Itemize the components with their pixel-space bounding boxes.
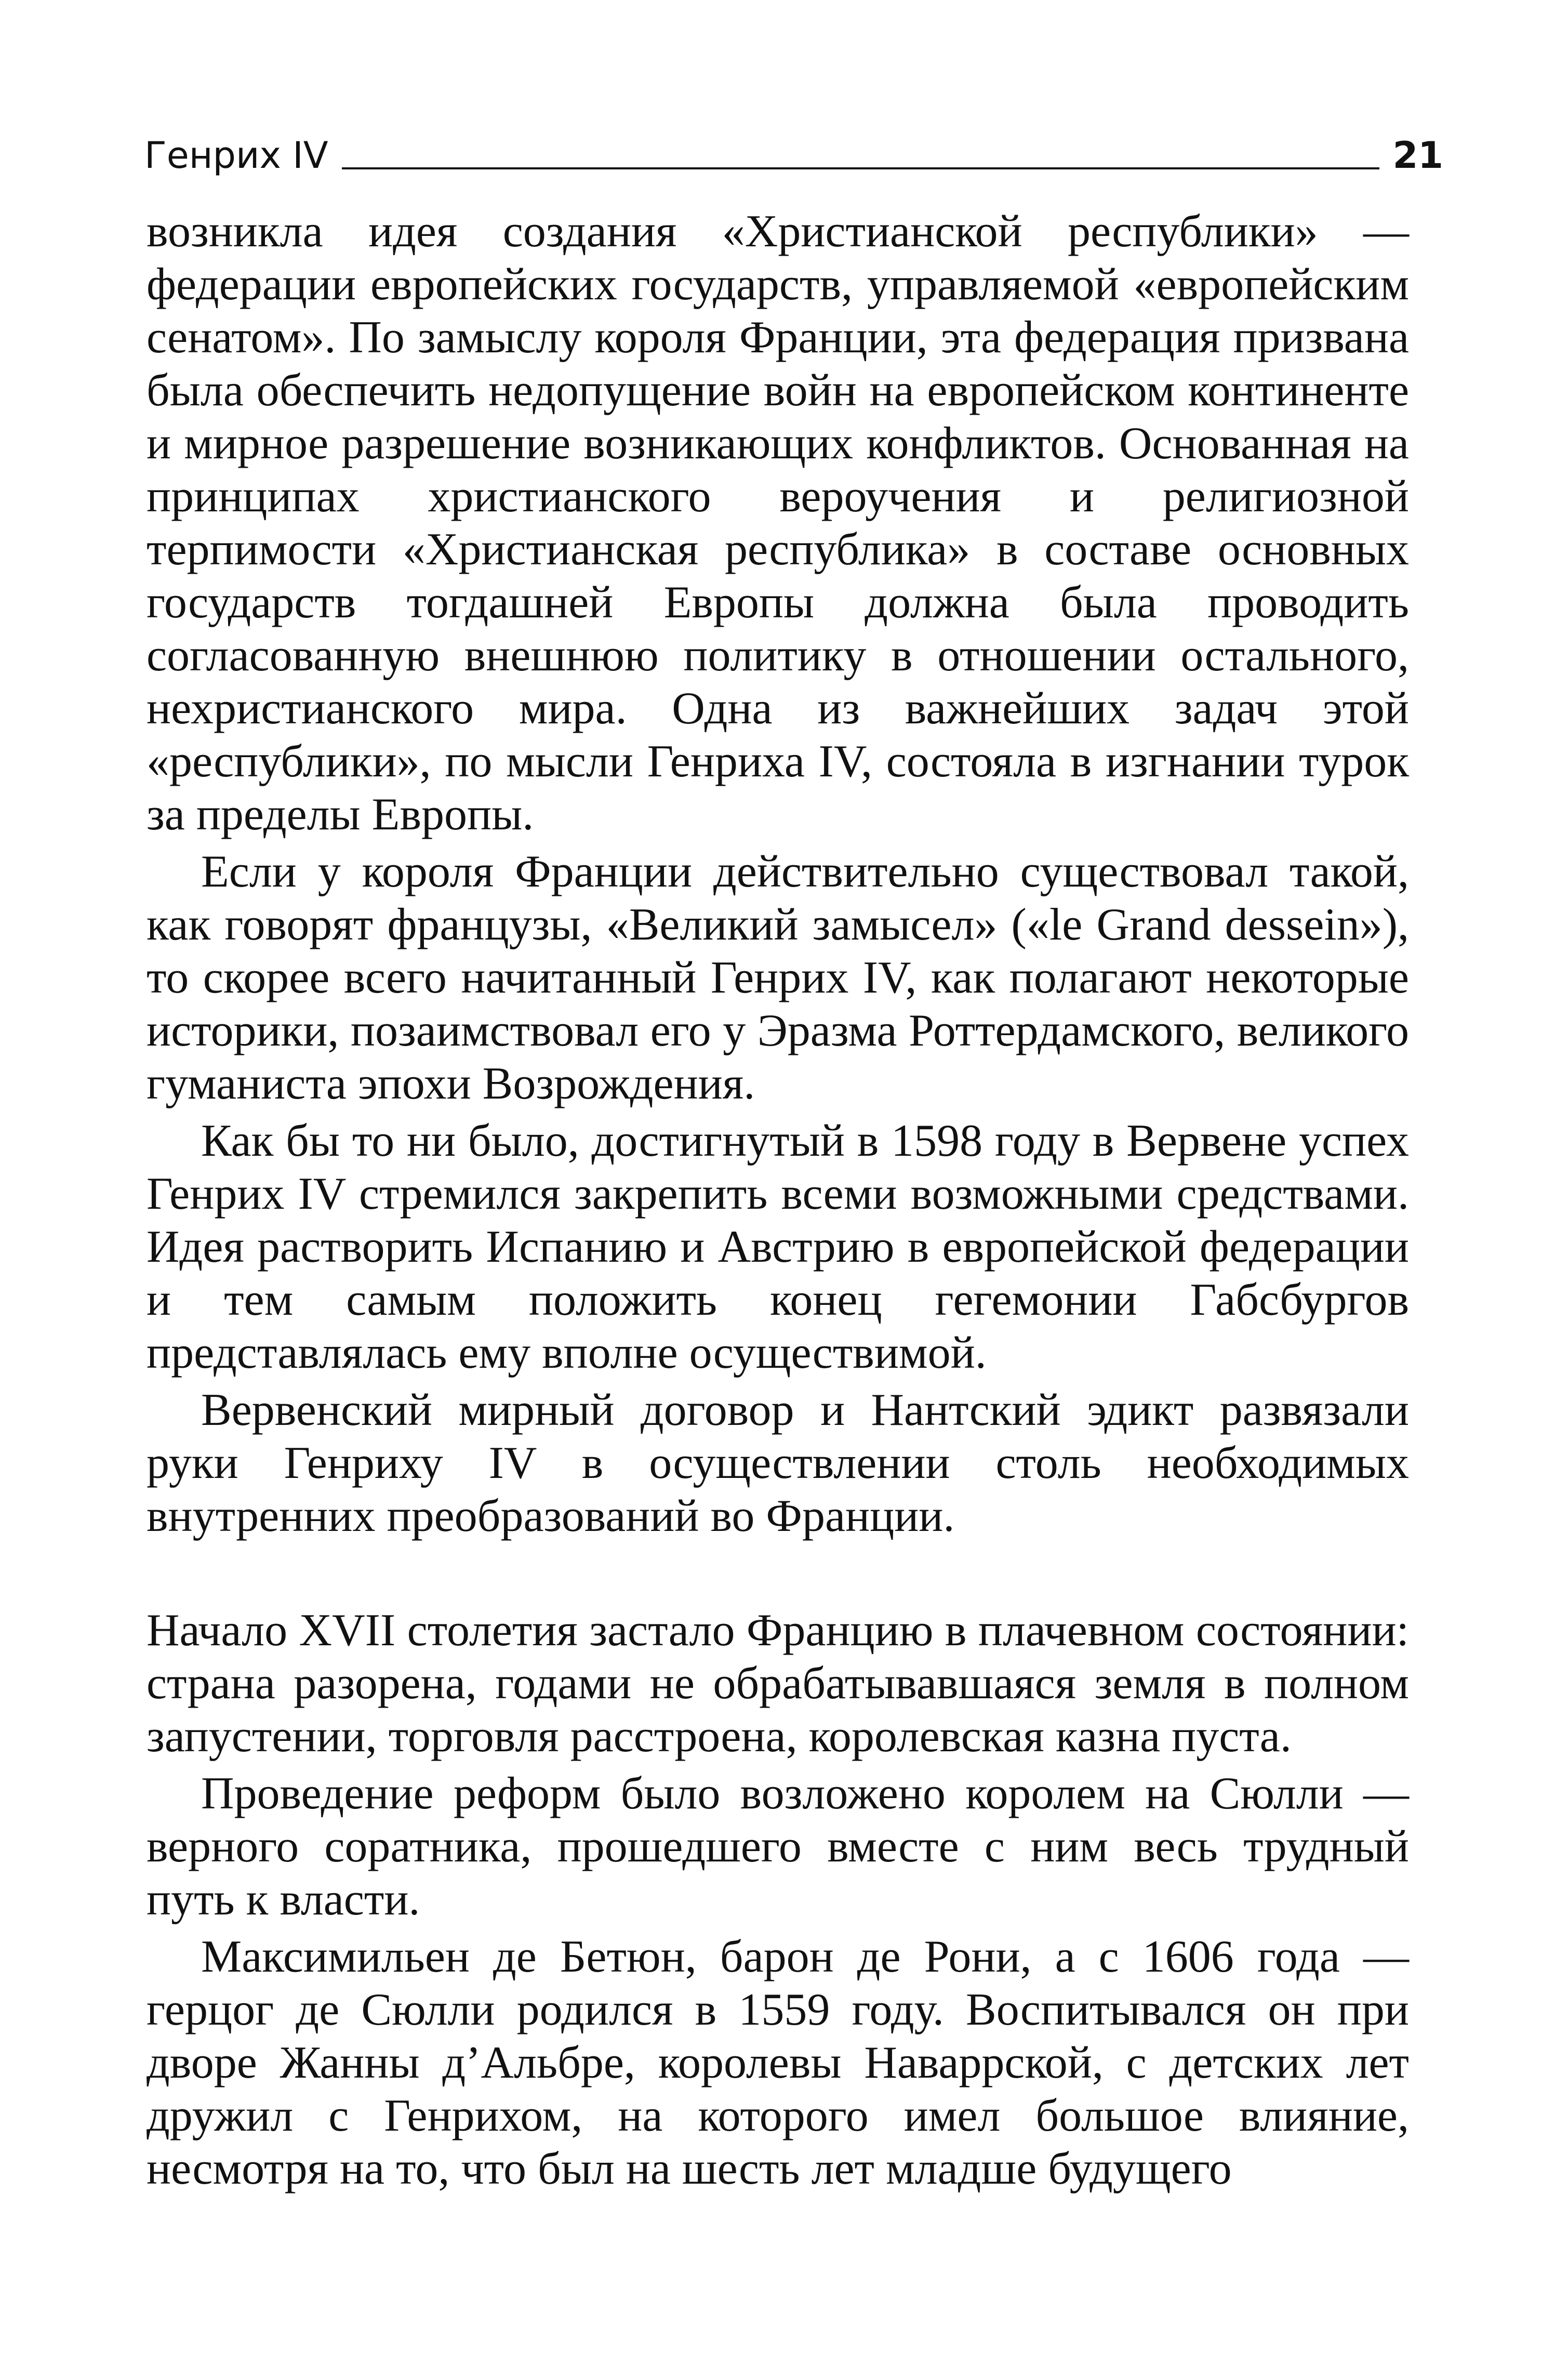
body-text (147, 205, 1409, 2196)
header-rule (342, 167, 1379, 169)
running-header (144, 120, 1443, 177)
paragraph-3: Как бы то ни было, достигнутый в 1598 году в Вервене успех Генрих IV стремился закрепить всеми возможными средствами. Идея растворить Испанию и Австрию в европейской федерации и тем самым положить конец гегемонии Габсбургов представлялась ему вполне осуществимой. (147, 1116, 1409, 1378)
running-header-title: Генрих IV (144, 134, 328, 177)
paragraph-6: Проведение реформ было возложено королем на Сюлли — верного соратника, прошедшего вместе с ним весь трудный путь к власти. (147, 1768, 1409, 1925)
paragraph-5: Начало XVII столетия застало Францию в плачевном состоянии: страна разорена, годами не обрабатывавшаяся земля в полном запустении, торговля расстроена, королевская казна пуста. (147, 1605, 1409, 1762)
page-number: 21 (1392, 134, 1443, 177)
paragraph-7: Максимильен де Бетюн, барон де Рони, а с 1606 года — герцог де Сюлли родился в 1559 году. Воспитывался он при дворе Жанны д’Альбре, королевы Наваррской, с детских лет дружил с Генрихом, на которого имел большое влияние, несмотря на то, что был на шесть лет младше будущего (147, 1932, 1409, 2194)
paragraph-2: Если у короля Франции действительно существовал такой, как говорят французы, «Великий замысел» («le Grand dessein»), то скорее всего начитанный Генрих IV, как полагают некоторые историки, позаимствовал его у Эразма Роттердамского, великого гуманиста эпохи Возрождения. (147, 847, 1409, 1109)
paragraph-4: Вервенский мирный договор и Нантский эдикт развязали руки Генриху IV в осуществлении столь необходимых внутренних преобразований во Франции. (147, 1385, 1409, 1541)
paragraph-1: возникла идея создания «Христианской республики» — федерации европейских государств, управляемой «европейским сенатом». По замыслу короля Франции, эта федерация призвана была обеспечить недопущение войн на европейском континенте и мирное разрешение возникающих конфликтов. Основанная на принципах христианского вероучения и религиозной терпимости «Христианская республика» в составе основных государств тогдашней Европы должна была проводить согласованную внешнюю политику в отношении остального, нехристианского мира. Одна из важнейших задач этой «республики», по мысли Генриха IV, состояла в изгнании турок за пределы Европы. (147, 206, 1409, 840)
